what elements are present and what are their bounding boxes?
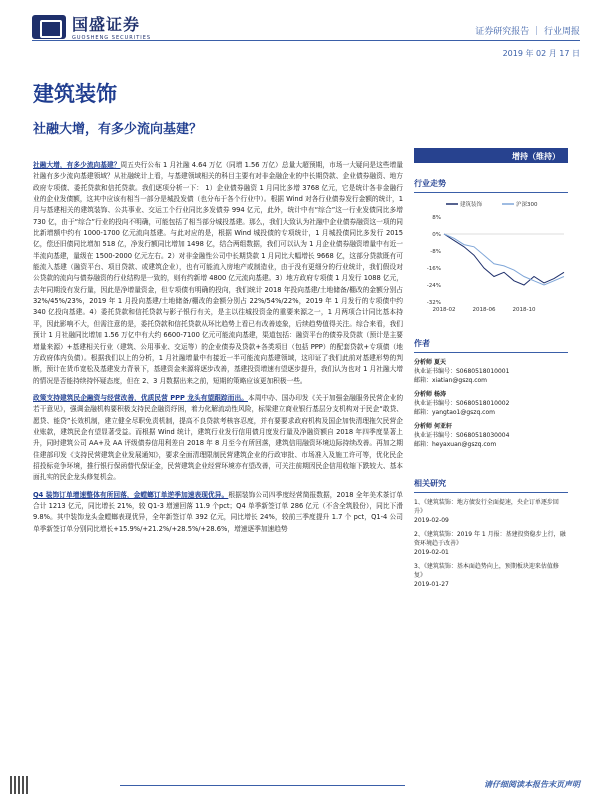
- y-tick-label: -16%: [426, 266, 441, 272]
- author-email: 邮箱：heyaxuan@gszq.com: [414, 441, 497, 448]
- footer-divider: [120, 785, 405, 786]
- related-item[interactable]: [414, 562, 568, 589]
- sector-title: 建筑装饰: [33, 82, 117, 106]
- trend-chart: [414, 197, 568, 317]
- report-date: 2019 年 02 月 17 日: [502, 49, 580, 58]
- author-email: 邮箱：xiatian@gszq.com: [414, 377, 488, 384]
- trend-heading: 行业走势: [414, 178, 568, 193]
- p2-highlight: 政策支持建筑民企融资与经营改善，优质民营 PPP 龙头有望跟踪而出。: [33, 393, 248, 402]
- logo-en: GUOSHENG SECURITIES: [72, 35, 152, 41]
- author-cert: 执业证书编号：S0680518030004: [414, 432, 510, 439]
- header-divider: [32, 40, 580, 41]
- related-date: 2019-02-09: [414, 517, 449, 524]
- logo-mark-icon: [32, 15, 66, 39]
- legend-label-b: 沪深300: [516, 202, 538, 208]
- author-name: 夏天: [433, 359, 446, 366]
- related-heading: 相关研究: [414, 478, 568, 493]
- x-tick-label: 2018-10: [512, 307, 536, 313]
- p1-highlight: 社融大增，有多少流向基建？: [33, 161, 121, 169]
- p2-text: 本周中办、国办印发《关于加强金融服务民营企业的若干意见》，强调金融机构要积极支持民企融资纾困，着力化解流动性风险，标梁建立商业银行基层分支机构对于民企“敢贷、愿贷、能贷”长效机制，建立健全尽职免责机制，提高不良贷款考核容忍度，并有要要求政府机构及国企加快清理拖欠民营企业账款，建筑民企有望显著受益。而根据 Wind 统计，建筑行业发行信用债月度发行量及净融资额自 2018 年四季度显著上升，同时建筑公司 AA+及 AA 评级债券信用利差自 2018 年 8 月至今有所回落，建筑信用融资环境边际持续改善。再加之期住建部印发《支持民营建筑企业发展通知》，要求全面清理限制民营建筑企业的行政审批、市场准入及施工许可等，优化民企招投标竞争环境，推行银行保函替代保证金，民营建筑企业经营环境亦有望改善，可关注前期因民企信用收缩下跌较大、基本面扎实的民企龙头修复机会。: [33, 393, 404, 482]
- author-name: 何亚轩: [433, 423, 452, 430]
- trend-section: [414, 178, 568, 319]
- x-tick-label: 2018-02: [432, 307, 456, 313]
- qr-code-icon: [10, 776, 28, 794]
- author-3: [414, 422, 568, 449]
- author-role: 分析师: [414, 359, 433, 366]
- p1-text: 周五央行公布 1 月社融 4.64 万亿（同增 1.56 万亿）总量大超预期，市场一大疑问是这些增量社融有多少流向基建领域？从社融统计上看，与基建领域相关的科目主要有对非金融企业的中长期贷款、企业债券融资、地方政府专项债、委托贷款和信托贷款。我们逐项分析一下：: [33, 161, 403, 192]
- related-text: 1、《建筑装饰：地方债发行全面提速，央企订单逐步回升》: [414, 499, 559, 515]
- author-email: 邮箱：yangtao1@gszq.com: [414, 409, 495, 416]
- series-line-2: [444, 234, 564, 285]
- author-name: 杨涛: [433, 391, 446, 398]
- rating-badge: 增持（维持）: [414, 148, 568, 163]
- footer-note: 请仔细阅读本报告末页声明: [484, 780, 580, 789]
- y-tick-label: -24%: [426, 283, 441, 289]
- related-date: 2019-01-27: [414, 581, 449, 588]
- report-title: 社融大增，有多少流向基建？: [33, 122, 203, 137]
- y-tick-label: -32%: [426, 300, 441, 306]
- author-2: [414, 390, 568, 417]
- related-item[interactable]: [414, 498, 568, 525]
- authors-heading: 作者: [414, 338, 568, 353]
- y-tick-label: 0%: [432, 232, 441, 238]
- related-date: 2019-02-01: [414, 549, 449, 556]
- related-section: [414, 478, 568, 589]
- p3-highlight: Q4 装饰订单增速整体有所回落，金螳螂订单逆季加速表现优异。: [33, 490, 229, 499]
- report-type: 证券研究报告 ｜ 行业周报: [475, 27, 580, 37]
- paragraph-3: [33, 490, 403, 535]
- x-tick-label: 2018-06: [472, 307, 496, 313]
- company-logo: [32, 12, 151, 41]
- author-role: 分析师: [414, 423, 433, 430]
- paragraph-1: [33, 160, 403, 387]
- report-body: [33, 160, 403, 541]
- y-tick-label: 8%: [432, 215, 441, 221]
- legend-label-a: 建筑装饰: [460, 202, 483, 208]
- y-tick-label: -8%: [430, 249, 441, 255]
- p1b-text: 1）企业债券融资 1 月同比多增 3768 亿元，它是统计各非金融行业的企业发债额，这其中应该有相当一部分是城投发债（也分布于各个行业中）。根据 Wind 对各行业债券发行金额的统计，1 月与基建相关的建筑装饰、公共事业、交运工个行业同比多发债券 994 亿元，此外，统计中有“综合”这一行业发债同比多增 730 亿，由于“综合”行业的投向不明确，可能包括了相当部分城投基建。那么，我们大致认为社融中企业债券融资这一项的同比新增额中约有 1000-1700 亿元流向基建。与此对应的是，根据 Wind 城投债的专项统计，1 月城投债同比多发行 2015 亿，偿还旧债同比增加 518 亿，净发行额同比增加 1498 亿，结合两组数据，我们可以认为 1 月企业债券融资增量中有近一半流向基建，量级在 1500-2000 亿元左右。2）对非金融性公司中长期贷款 1 月同比大幅增长 9668 亿，这部分贷款既有可能流入基建（融资平台、项目贷款、或建筑企业），也有可能流入房地产或制造业，由于没有更细分的行业统计，我们假设对公贷款的流向与债券融资的行业结构是一致的，则有约新增 4800 亿元流向基建。3）地方政府专项债 1 月发行 1088 亿元，去年同期没有发行量，因此是净增量资金，但专项债有明确的投向，我们统计 2018 年投向基建/土地储备/棚改的金额分别占 32%/45%/23%，2019 年 1 月投向基建/土地储备/棚改的金额分别占 22%/54%/22%，2019 年 1 月发行的专项债中约 340 亿投向基建。4）委托贷款和信托贷款与影子银行有关，是主以往城投资金的重要来源之一，1 月两项合计同比基本持平，因此影响不大，但需注意的是，委托贷款和信托贷款从环比趋势上看已有改善迹象，后续趋势值得关注。综合来看，我们预计 1 月社融同比增加 1.56 万亿中有大约 6600-7100 亿元可能流向基建，渠道包括：融资平台的债券及贷款（预计是主要增量来源）+基建相关行业（建筑、公用事业、交运等）的企业债券及贷款+各类项目（包括 PPP）的配套贷款+专项债（地方政府体内负债）。根据我们以上的分析，1 月社融增量中有接近一半可能流向基建领域，这印证了我们此前对基建形势的判断，预计在货币宽松及基建发力背景下，基建资金来源将逐步改善，基建投资增速有望逐步提升，我们认为也对 1 月社融大增的情况是否能持续持怀疑态度，但在 2、3 月数据出来之前，短期的策略应该更加积极一些。: [33, 183, 403, 385]
- author-1: [414, 358, 568, 385]
- logo-cn: 国盛证券: [72, 15, 141, 34]
- series-line-1: [444, 234, 564, 285]
- author-cert: 执业证书编号：S0680518010002: [414, 400, 510, 407]
- related-text: 2、《建筑装饰：2019 年 1 月报：基建投资稳步上行，融资环境趋于改善》: [414, 531, 566, 547]
- author-role: 分析师: [414, 391, 433, 398]
- paragraph-2: [33, 393, 403, 484]
- related-item[interactable]: [414, 530, 568, 557]
- related-text: 3、《建筑装饰：基本面趋势向上，预期板块迎来估值修复》: [414, 563, 559, 579]
- authors-section: [414, 338, 568, 449]
- p3-text: 根据装饰公司四季度经营简报数据，2018 全年美术茶订单合计 1213 亿元，同比增长 21%，较 Q1-3 增速回落 11.9 个pct；Q4 单季新签订单 286 亿元（不含全筑股份），同比下滑 9.8%。其中装饰龙头金螳螂表现优异，全年新签订单 392 亿元，同比增长 24%，较前三季度提升 1.7 个 pct，Q1-4 公司单季新签订单分别同比增长+15.9%/+21.2%/+28.5%/+28.6%，增速逐季加速趋势: [33, 490, 403, 533]
- author-cert: 执业证书编号：S0680518010001: [414, 368, 510, 375]
